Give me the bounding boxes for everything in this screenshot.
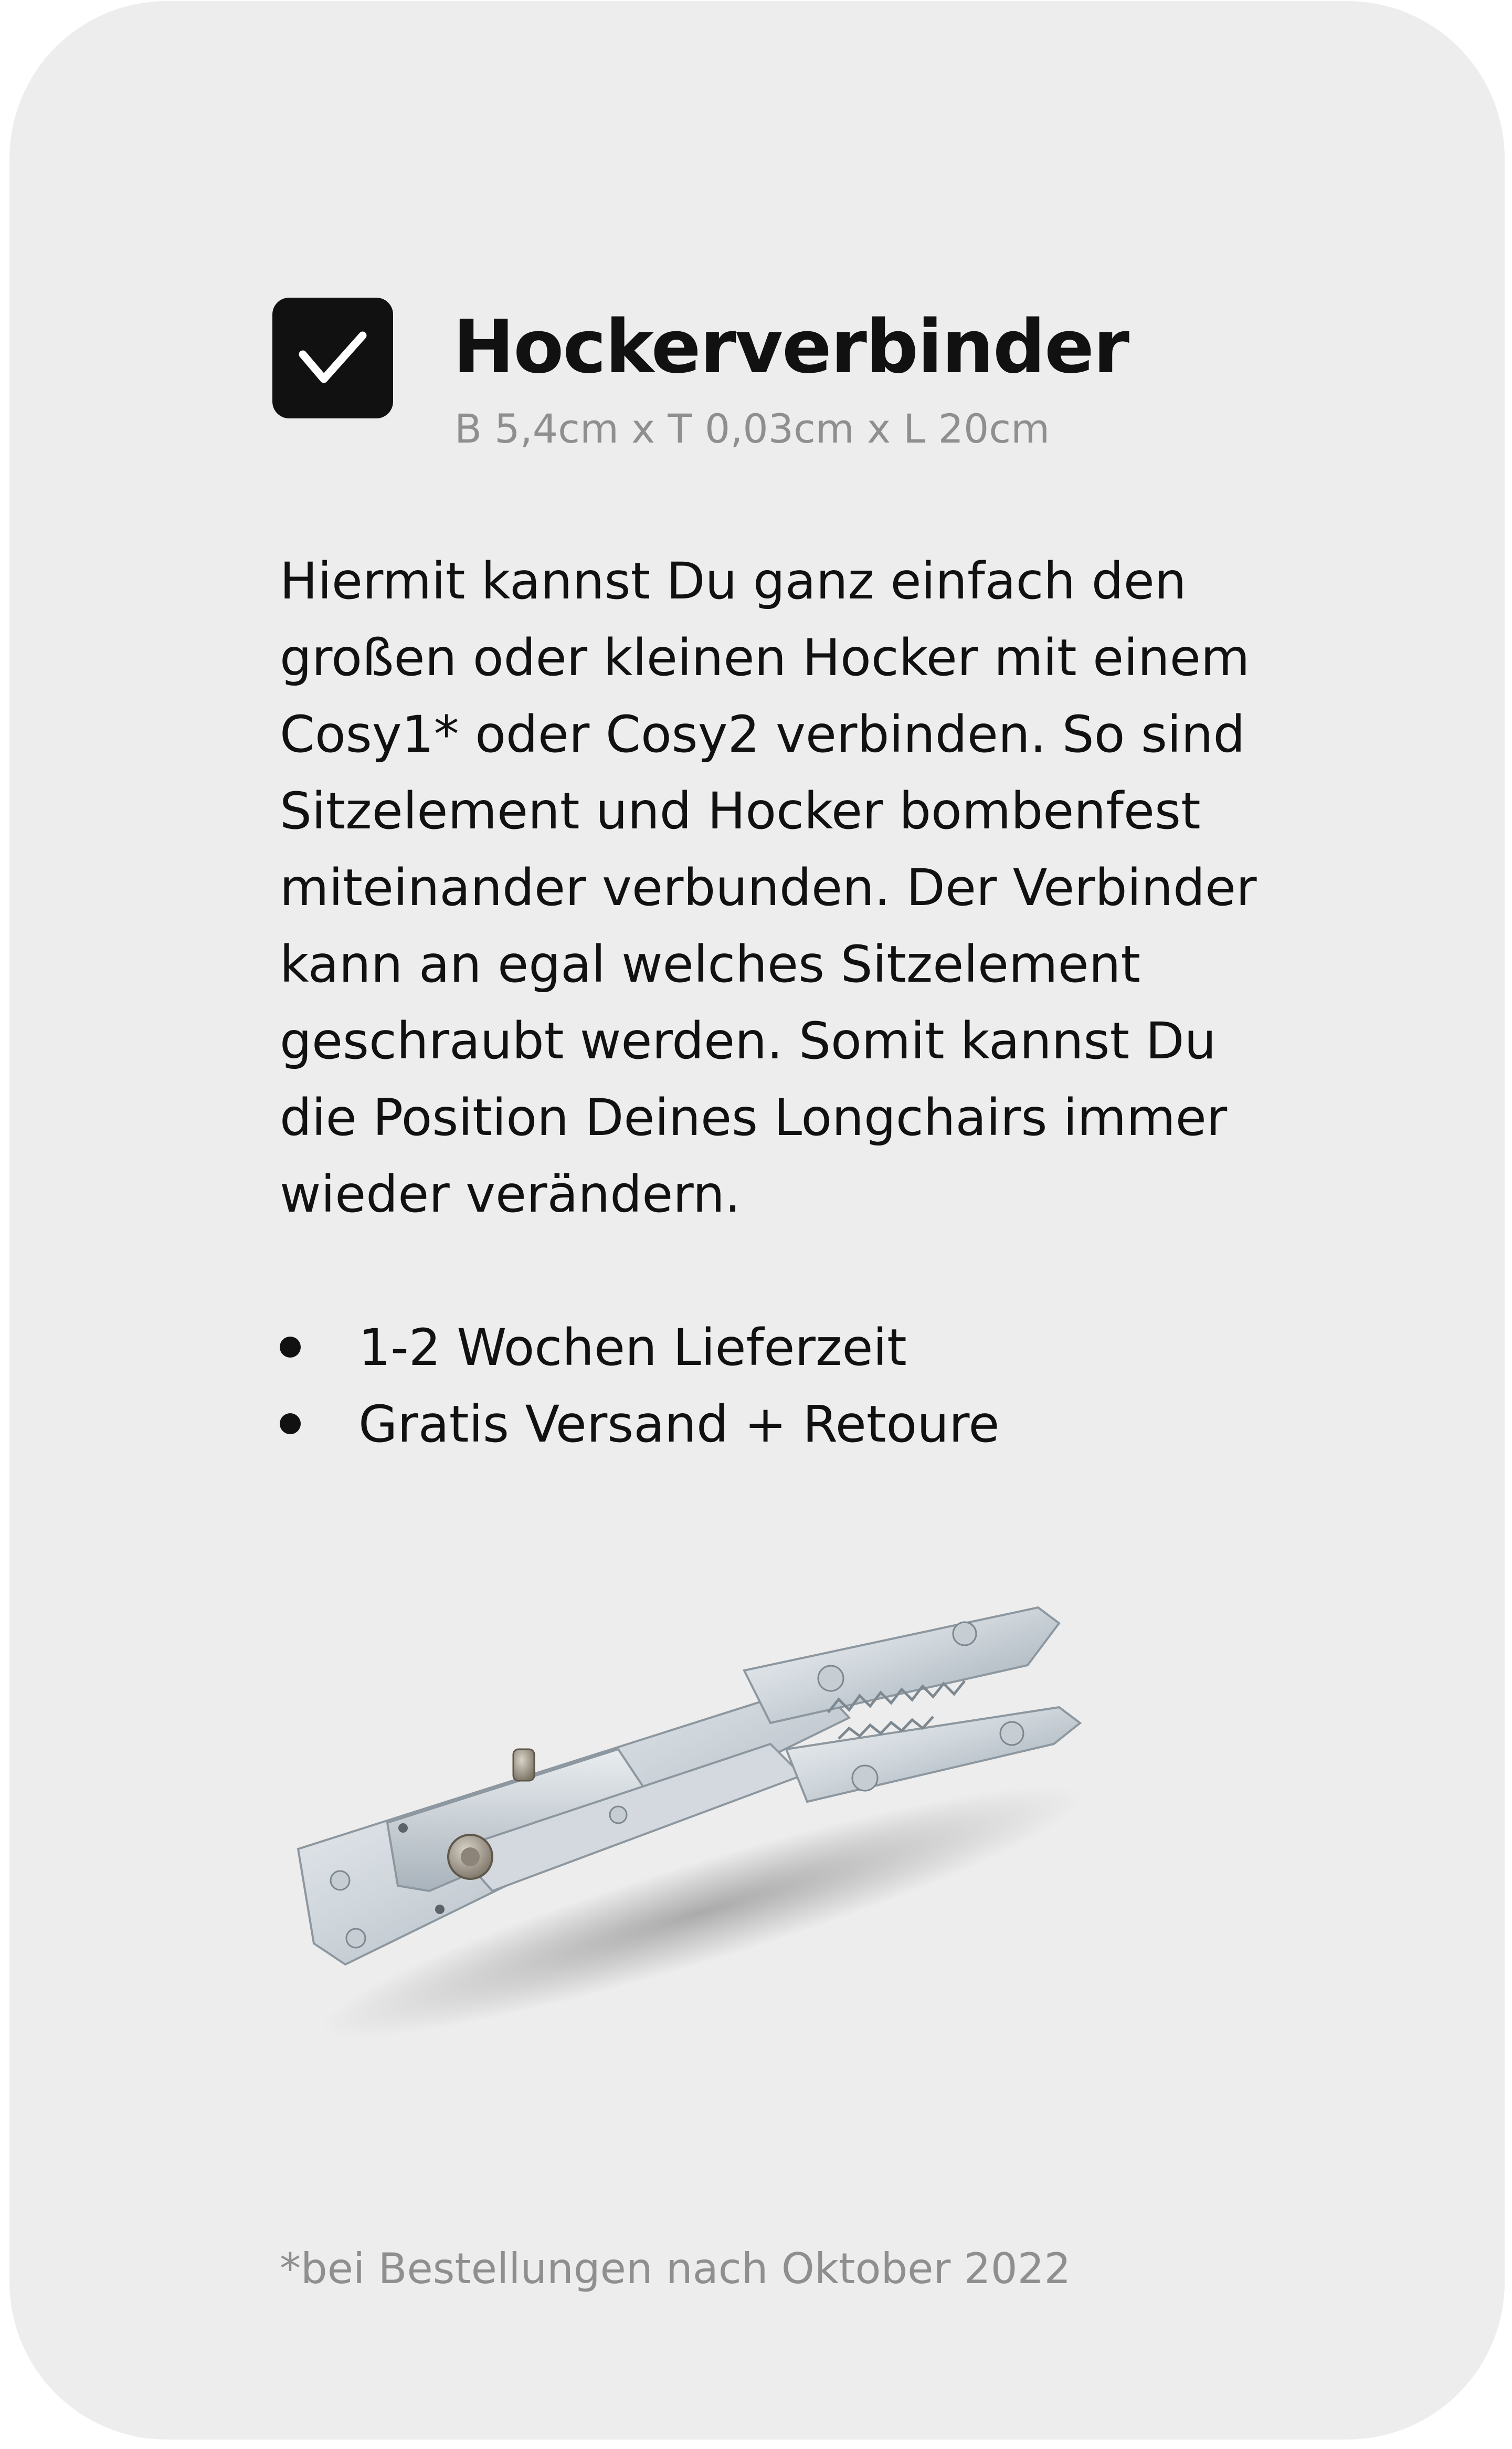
description-line: kann an egal welches Sitzelement [280,935,1141,994]
product-image [282,1576,1175,2048]
description-line: Cosy1* oder Cosy2 verbinden. So sind [280,705,1245,764]
feature-label: Gratis Versand + Retoure [358,1395,1000,1454]
metal-connector-bracket-image [282,1576,1175,2048]
bullet-icon [280,1337,301,1358]
description-line: geschraubt werden. Somit kannst Du [280,1012,1217,1070]
checkbox-checked[interactable] [272,298,393,418]
product-title: Hockerverbinder [453,304,1129,390]
description-line: Hiermit kannst Du ganz einfach den [280,552,1187,611]
checkmark-icon [272,298,393,418]
product-card [9,1,1505,2440]
feature-label: 1-2 Wochen Lieferzeit [358,1318,907,1377]
feature-list [280,1309,999,1463]
description-line: miteinander verbunden. Der Verbinder [280,858,1257,917]
product-description [280,543,1371,1233]
feature-item [280,1309,999,1386]
footnote: *bei Bestellungen nach Oktober 2022 [280,2244,1071,2293]
bullet-icon [280,1413,301,1434]
description-line: die Position Deines Longchairs immer [280,1088,1228,1147]
description-line: großen oder kleinen Hocker mit einem [280,628,1250,687]
feature-item [280,1386,999,1463]
description-line: Sitzelement und Hocker bombenfest [280,782,1201,840]
description-line: wieder verändern. [280,1165,741,1224]
product-dimensions: B 5,4cm x T 0,03cm x L 20cm [454,405,1050,452]
